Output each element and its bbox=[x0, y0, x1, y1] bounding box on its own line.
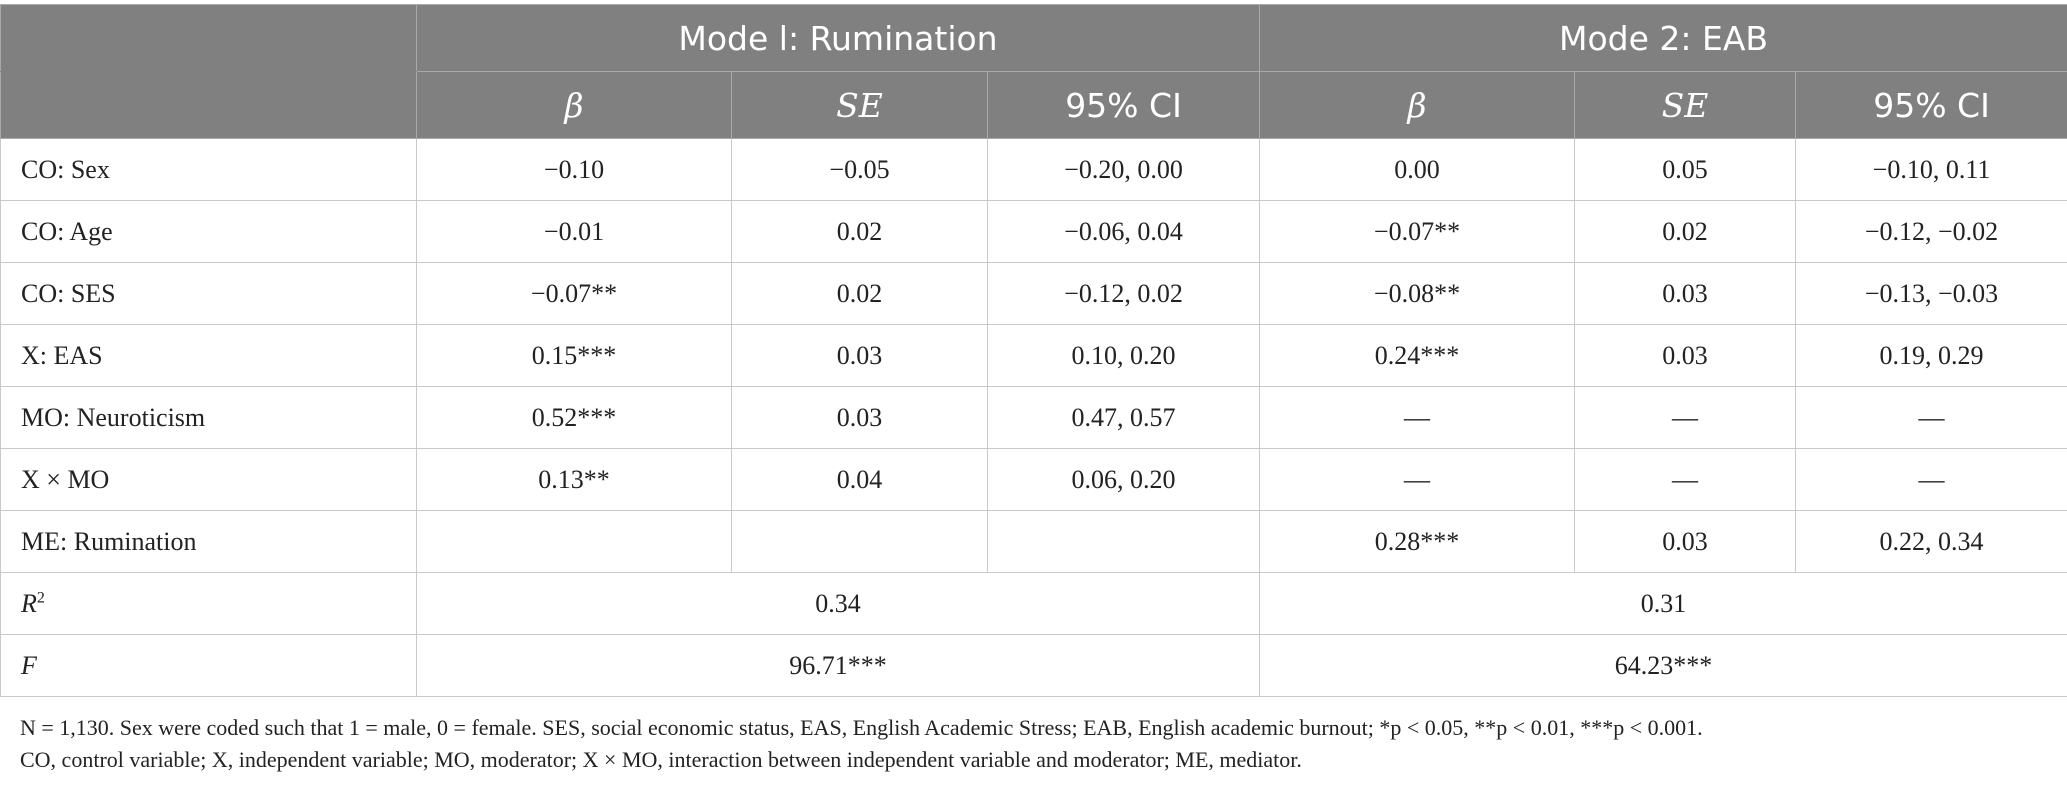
model2-ci: −0.13, −0.03 bbox=[1796, 263, 2067, 325]
model1-beta: 0.15*** bbox=[417, 325, 732, 387]
model1-se: 0.04 bbox=[732, 449, 988, 511]
r-squared-row bbox=[1, 573, 2067, 635]
model2-beta-header: β bbox=[1260, 72, 1575, 139]
model2-title: Mode 2: EAB bbox=[1260, 5, 2067, 72]
model2-se: 0.03 bbox=[1575, 325, 1796, 387]
table-row bbox=[1, 511, 2067, 573]
table-row bbox=[1, 325, 2067, 387]
header-blank-cell bbox=[1, 5, 417, 72]
model1-se: 0.02 bbox=[732, 263, 988, 325]
model2-se: — bbox=[1575, 449, 1796, 511]
r-squared-label bbox=[1, 573, 417, 635]
row-label: CO: Age bbox=[1, 201, 417, 263]
row-label: MO: Neuroticism bbox=[1, 387, 417, 449]
model2-se: 0.03 bbox=[1575, 263, 1796, 325]
model2-f-statistic: 64.23*** bbox=[1260, 635, 2067, 697]
model2-se: 0.05 bbox=[1575, 139, 1796, 201]
model2-ci: 0.19, 0.29 bbox=[1796, 325, 2067, 387]
model1-ci: −0.20, 0.00 bbox=[988, 139, 1260, 201]
model2-beta: — bbox=[1260, 387, 1575, 449]
model1-ci: 0.10, 0.20 bbox=[988, 325, 1260, 387]
model1-se: 0.03 bbox=[732, 387, 988, 449]
header-blank-cell-2 bbox=[1, 72, 417, 139]
footnote-line-2: CO, control variable; X, independent variable; MO, moderator; X × MO, interaction between independent variable and moderator; ME, mediator. bbox=[20, 747, 1302, 772]
model1-title: Mode l: Rumination bbox=[417, 5, 1260, 72]
row-label: X: EAS bbox=[1, 325, 417, 387]
table-row bbox=[1, 449, 2067, 511]
r-squared-superscript: 2 bbox=[36, 588, 45, 606]
model1-se: 0.03 bbox=[732, 325, 988, 387]
model2-beta: −0.08** bbox=[1260, 263, 1575, 325]
model2-se-header: SE bbox=[1575, 72, 1796, 139]
model1-beta: −0.07** bbox=[417, 263, 732, 325]
model2-ci: 0.22, 0.34 bbox=[1796, 511, 2067, 573]
model2-beta: −0.07** bbox=[1260, 201, 1575, 263]
model1-ci: 0.06, 0.20 bbox=[988, 449, 1260, 511]
model1-ci bbox=[988, 511, 1260, 573]
model2-beta: — bbox=[1260, 449, 1575, 511]
table-footnote bbox=[20, 712, 2050, 776]
model2-se: 0.03 bbox=[1575, 511, 1796, 573]
model1-ci-header: 95% CI bbox=[988, 72, 1260, 139]
model2-se: 0.02 bbox=[1575, 201, 1796, 263]
model1-se: 0.02 bbox=[732, 201, 988, 263]
model1-beta: −0.01 bbox=[417, 201, 732, 263]
model1-beta-header: β bbox=[417, 72, 732, 139]
model1-beta: −0.10 bbox=[417, 139, 732, 201]
model1-se bbox=[732, 511, 988, 573]
model1-f-statistic: 96.71*** bbox=[417, 635, 1260, 697]
table-row bbox=[1, 139, 2067, 201]
model1-ci: −0.06, 0.04 bbox=[988, 201, 1260, 263]
table-row bbox=[1, 263, 2067, 325]
row-label: CO: SES bbox=[1, 263, 417, 325]
model2-se: — bbox=[1575, 387, 1796, 449]
table-row bbox=[1, 201, 2067, 263]
table-row bbox=[1, 387, 2067, 449]
row-label: X × MO bbox=[1, 449, 417, 511]
model1-se: −0.05 bbox=[732, 139, 988, 201]
model2-beta: 0.28*** bbox=[1260, 511, 1575, 573]
header-row-models bbox=[1, 5, 2067, 72]
f-symbol: F bbox=[21, 650, 37, 680]
model1-r-squared: 0.34 bbox=[417, 573, 1260, 635]
model1-beta bbox=[417, 511, 732, 573]
header-row-stats bbox=[1, 72, 2067, 139]
row-label: ME: Rumination bbox=[1, 511, 417, 573]
model1-beta: 0.52*** bbox=[417, 387, 732, 449]
model2-ci: — bbox=[1796, 387, 2067, 449]
model1-ci: 0.47, 0.57 bbox=[988, 387, 1260, 449]
row-label: CO: Sex bbox=[1, 139, 417, 201]
model2-ci: −0.10, 0.11 bbox=[1796, 139, 2067, 201]
f-statistic-row bbox=[1, 635, 2067, 697]
regression-table bbox=[0, 4, 2067, 697]
r-squared-symbol: R bbox=[21, 588, 37, 618]
model1-se-header: SE bbox=[732, 72, 988, 139]
model2-ci: −0.12, −0.02 bbox=[1796, 201, 2067, 263]
model2-beta: 0.24*** bbox=[1260, 325, 1575, 387]
footnote-line-1: N = 1,130. Sex were coded such that 1 = male, 0 = female. SES, social economic status, EAS, English Academic Stress; EAB, English academic burnout; *p < 0.05, **p < 0.01, ***p < 0.001. bbox=[20, 715, 1703, 740]
model2-ci: — bbox=[1796, 449, 2067, 511]
model1-ci: −0.12, 0.02 bbox=[988, 263, 1260, 325]
f-statistic-label bbox=[1, 635, 417, 697]
model2-ci-header: 95% CI bbox=[1796, 72, 2067, 139]
model1-beta: 0.13** bbox=[417, 449, 732, 511]
model2-r-squared: 0.31 bbox=[1260, 573, 2067, 635]
model2-beta: 0.00 bbox=[1260, 139, 1575, 201]
